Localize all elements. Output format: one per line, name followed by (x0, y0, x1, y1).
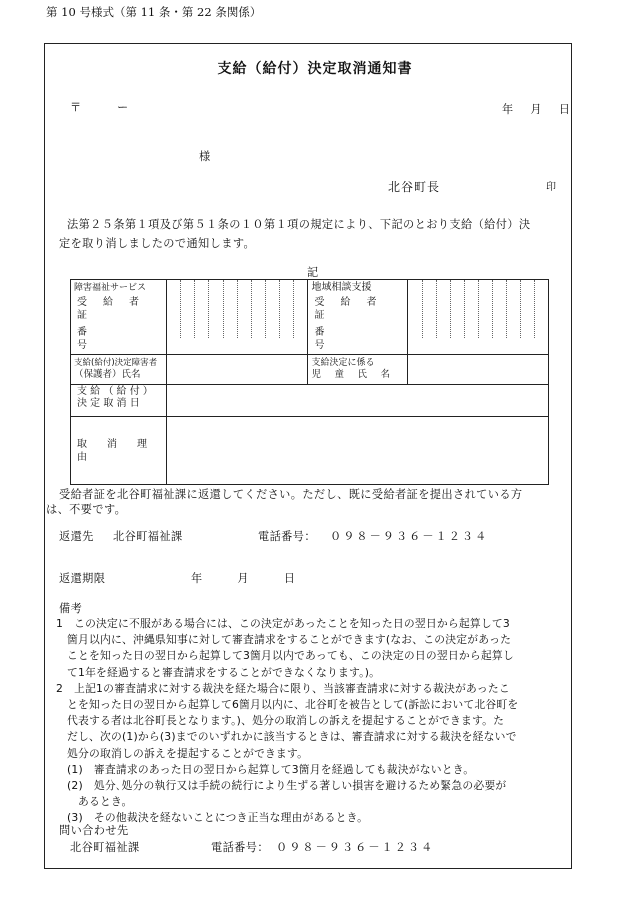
note-line: 箇月以内に、沖縄県知事に対して審査請求をすることができます(なお、この決定があった (56, 633, 512, 647)
cert-label-3: 番 号 (77, 327, 155, 351)
form-number: 第 10 号様式（第 11 条・第 22 条関係） (46, 5, 262, 19)
cancel-date-label-2: 決 定 取 消 日 (77, 398, 140, 409)
note-line: (2) 処分､処分の執行又は手続の続行により生ずる著しい損害を避けるため緊急の必要が (56, 779, 507, 792)
return-notice-line-2: は、不要です。 (46, 503, 127, 516)
contact-office: 北谷町福祉課 (70, 841, 140, 854)
cancel-date-label (71, 385, 167, 417)
return-to-office: 北谷町福祉課 (113, 530, 183, 543)
return-notice-line-1: 受給者証を北谷町福祉課に返還してください。ただし、既に受給者証を提出されている方 (59, 488, 523, 501)
cancel-date-label-1: 支 給 （ 給 付 ） (77, 386, 153, 397)
note-line: あるとき。 (56, 795, 133, 809)
child-label-1: 支給決定に係る (311, 358, 375, 368)
cert-number-label (71, 280, 167, 355)
intro-line-2: 定を取り消しましたので通知します。 (59, 237, 256, 250)
table-row (71, 417, 549, 485)
note-line: 2 上記1の審査請求に対する裁決を経た場合に限り、当該審査請求に対する裁決があったこ (56, 681, 510, 695)
postal-mark: 〒 (70, 101, 82, 114)
guardian-name-label (71, 355, 167, 385)
guardian-label-2: （保護者）氏名 (74, 369, 141, 380)
note-line: 1 この決定に不服がある場合には、この決定があったことを知った日の翌日から起算して3 (56, 617, 510, 630)
consult-label-2: 受 給 者 証 (314, 297, 393, 321)
return-phone-number: ０９８－９３６－１２３４ (330, 530, 489, 543)
issuer-name: 北谷町長 (388, 180, 441, 194)
note-line: (1) 審査請求のあった日の翌日から起算して3箇月を経過しても裁決がないとき。 (56, 762, 475, 776)
notes-heading: 備考 (59, 602, 83, 615)
note-line: 代表する者は北谷町長となります。)、処分の取消しの訴えを提起することができます。た (56, 714, 505, 728)
intro-line-1: 法第２５条第１項及び第５１条の１０第１項の規定により、下記のとおり支給（給付）決 (67, 218, 531, 231)
postal-dash: ー (117, 101, 129, 114)
reason-field[interactable] (166, 417, 548, 485)
consult-label-3: 番 号 (314, 327, 393, 351)
table-row (71, 385, 549, 417)
return-phone-label: 電話番号： (258, 530, 316, 543)
consult-number-label (308, 280, 408, 355)
return-deadline-label: 返還期限 (59, 572, 106, 585)
table-row (71, 355, 549, 385)
note-line: 処分の取消しの訴えを提起することができます。 (56, 746, 309, 760)
cancel-date-field[interactable] (166, 385, 548, 417)
reason-label-text: 取 消 理 由 (77, 438, 167, 463)
consult-label-1: 地域相談支援 (311, 282, 372, 293)
return-to-label: 返還先 (59, 530, 94, 543)
note-line: だし、次の(1)から(3)までのいずれかに該当するときは、審査請求に対する裁決を経ないで (56, 730, 517, 744)
note-line: ことを知った日の翌日から起算して3箇月以内であっても、この決定の日の翌日から起算し (56, 649, 514, 663)
table-row (71, 280, 549, 355)
note-line: て1年を経過すると審査請求をすることができなくなります。)。 (56, 665, 381, 679)
child-name-label (308, 355, 408, 385)
record-table (70, 279, 549, 485)
child-name-field[interactable] (408, 355, 549, 385)
cert-label-1: 障害福祉サービス (74, 283, 147, 293)
child-label-2: 児 童 氏 名 (311, 369, 392, 380)
contact-phone-number: ０９８－９３６－１２３４ (276, 841, 435, 854)
guardian-name-field[interactable] (166, 355, 308, 385)
contact-phone-label: 電話番号： (211, 841, 269, 854)
seal-mark: 印 (546, 182, 557, 193)
document-title: 支給（給付）決定取消通知書 (217, 61, 413, 77)
cert-label-2: 受 給 者 証 (77, 297, 155, 321)
consult-number-field[interactable] (408, 280, 549, 355)
guardian-label-1: 支給(給付)決定障害者 (74, 358, 158, 368)
recipient-suffix: 様 (199, 150, 211, 163)
note-line: (3) その他裁決を経ないことにつき正当な理由があるとき。 (56, 811, 369, 825)
reason-label (71, 417, 167, 485)
return-deadline-date: 年 月 日 (191, 572, 296, 585)
contact-heading: 問い合わせ先 (59, 824, 129, 837)
note-line: とを知った日の翌日から起算して6箇月以内に、北谷町を被告として(訴訟において北谷町を (56, 698, 519, 711)
issue-date: 年 月 日 (502, 103, 573, 116)
cert-number-field[interactable] (166, 280, 308, 355)
ki-label: 記 (307, 266, 319, 279)
